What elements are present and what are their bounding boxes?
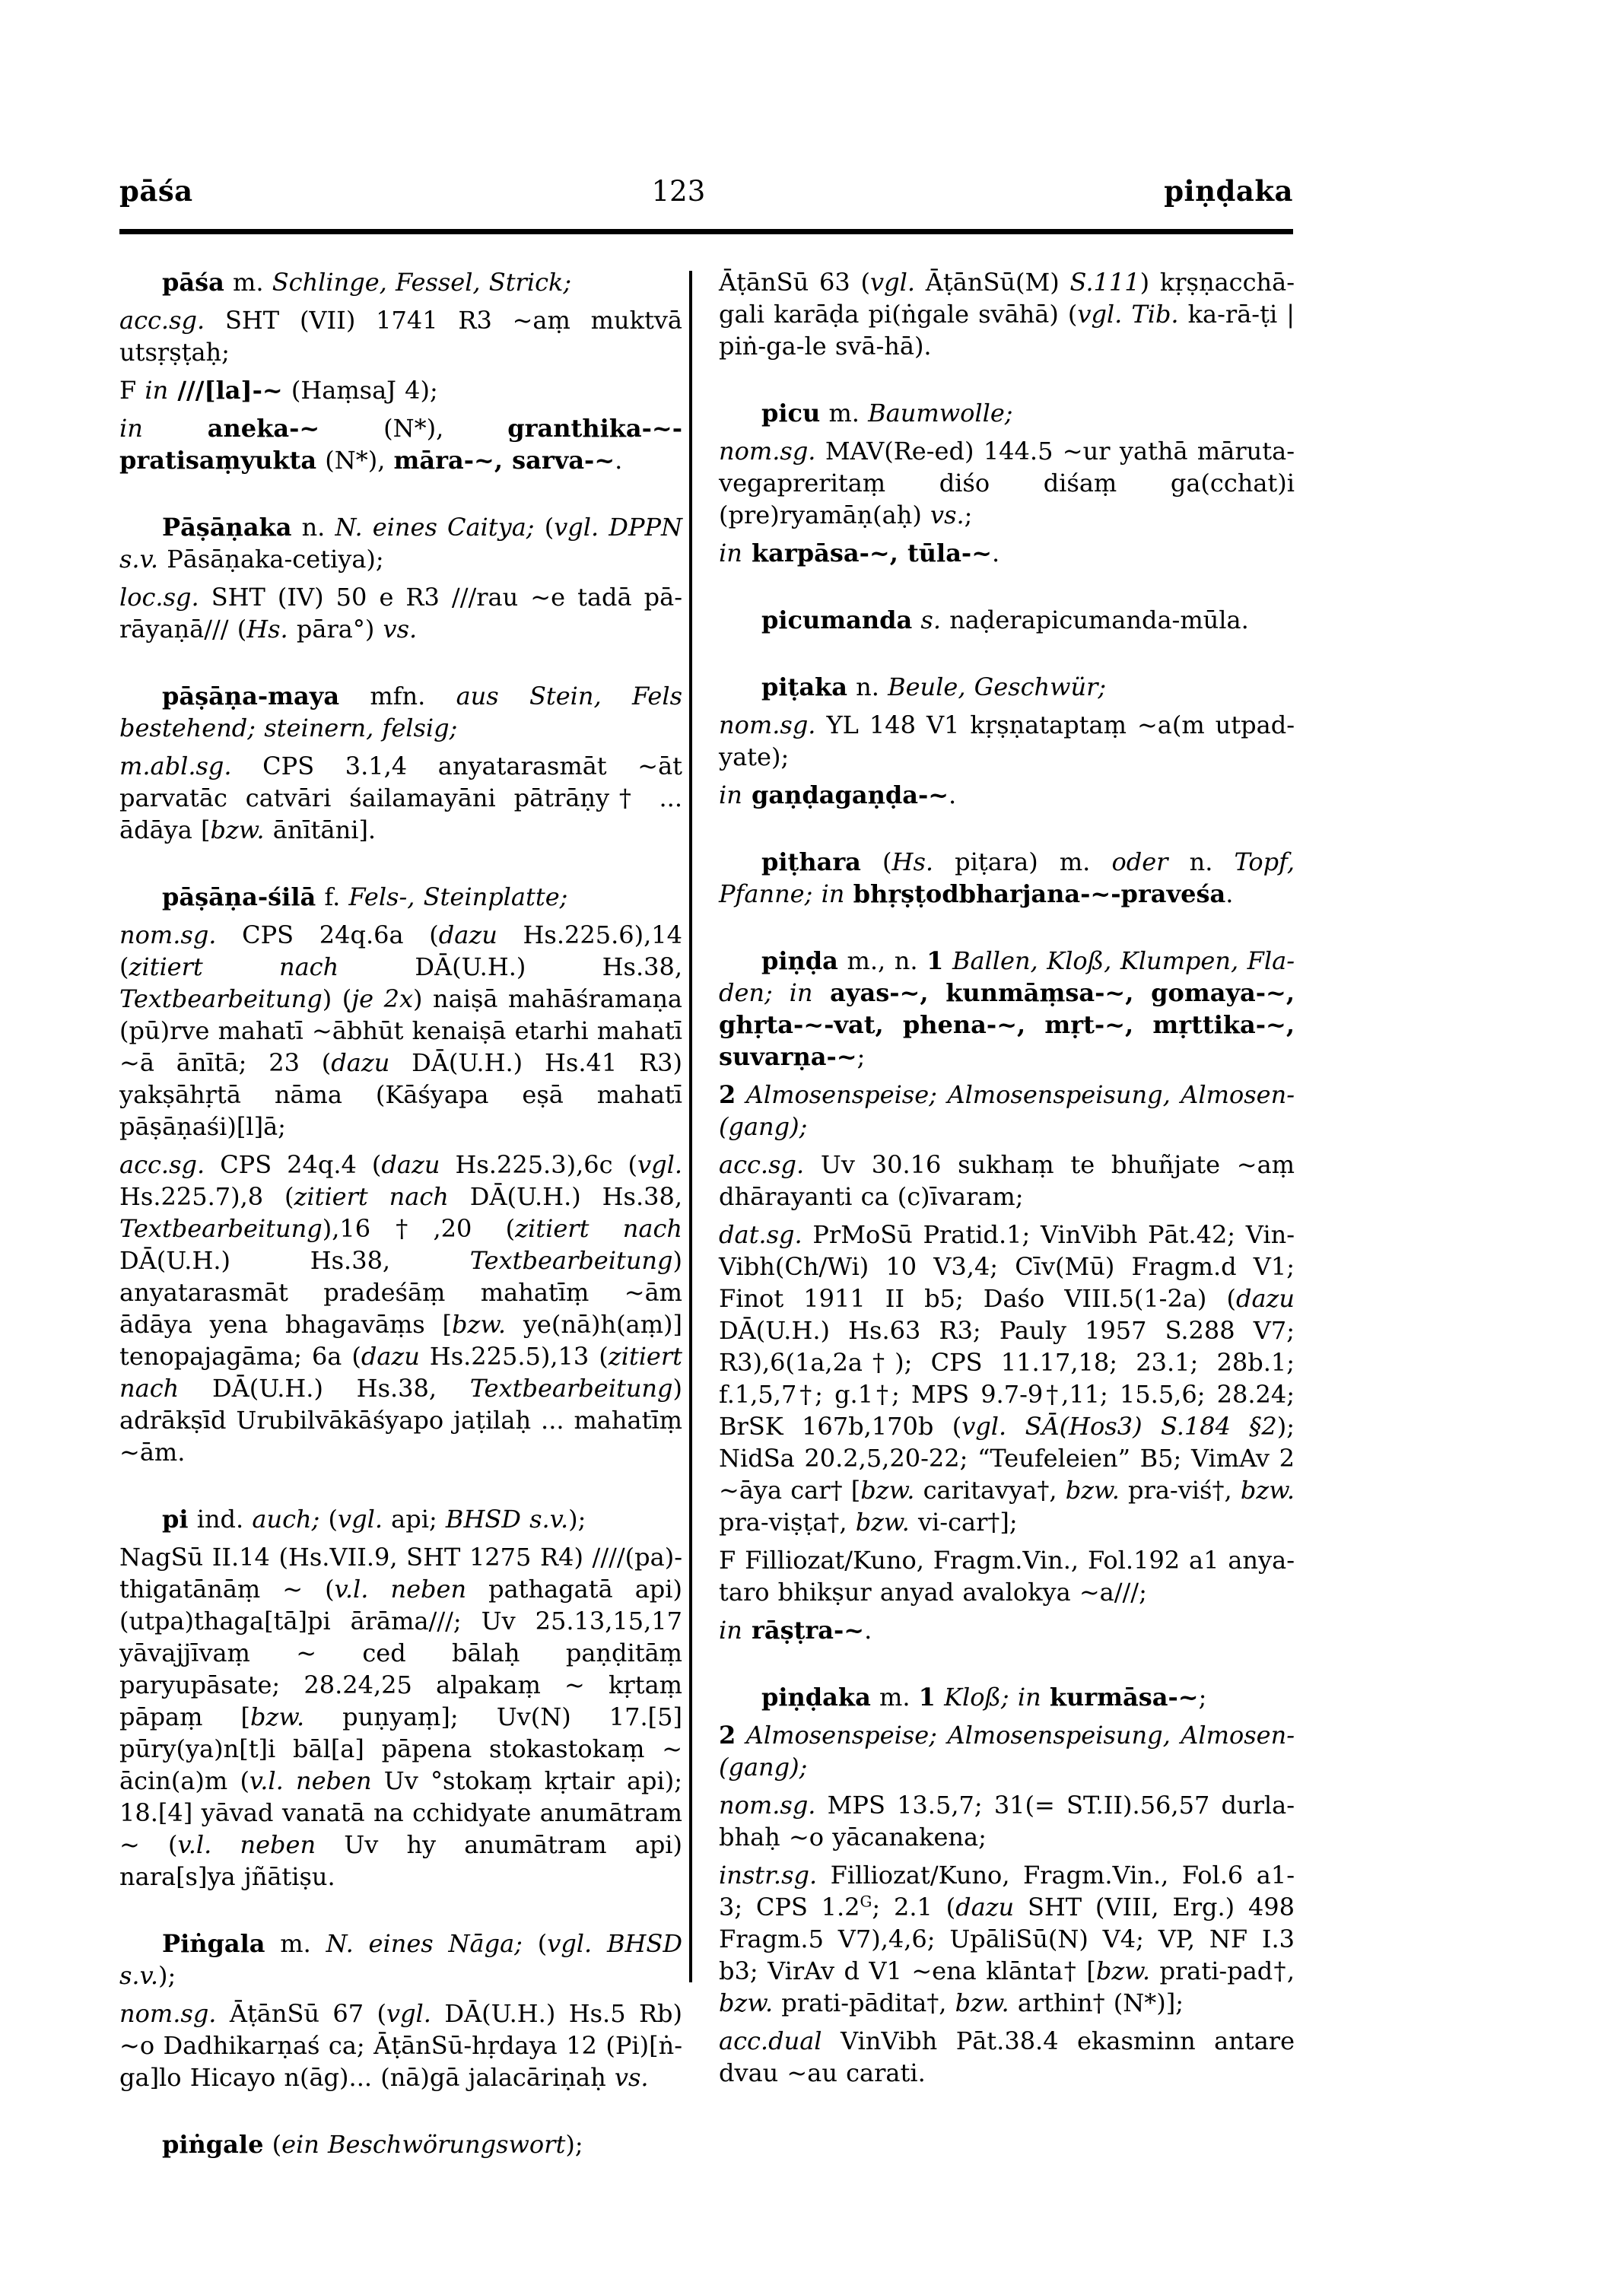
citation-paragraph [719,1789,1295,1853]
citation-paragraph [719,435,1295,531]
text-segment: SHT (VII) 1741 R3 ~aṃ muktvā utsṛṣṭaḥ; [119,306,682,367]
text-segment: VinVibh Pāt.38.4 ekasminn antare dvau ~au carati. [719,2026,1295,2087]
dictionary-entry-paragraph [119,2128,682,2160]
dictionary-entry-paragraph [119,511,682,575]
text-segment: mfn. [339,682,456,710]
text-segment: . [864,1616,872,1645]
text-segment: N. eines Nāga; [326,1929,523,1958]
text-segment: Textbearbeitung [469,1374,673,1403]
text-segment: naḍerapicumanda-mūla. [941,606,1249,634]
text-segment: bzw. [955,1988,1009,2017]
text-segment: māra-~, sarva-~ [393,446,615,475]
text-segment: bzw. [451,1310,507,1339]
text-segment [844,879,853,908]
text-segment: n. [1168,847,1235,876]
text-segment: in [719,1616,742,1645]
text-segment: ( [860,847,892,876]
text-segment: NagSū II.14 (Hs.VII.9, SHT 1275 R4) ////(pa)thigatānāṃ ~ ( [119,1543,682,1604]
citation-paragraph [719,2025,1295,2089]
text-segment: bzw. [1065,1476,1120,1505]
text-segment: S.111 [1069,268,1140,297]
text-segment: nom.sg. [719,710,816,739]
text-segment: bzw. [1095,1956,1151,1985]
text-segment: piṇḍa [761,946,838,975]
text-segment: ayas-~, kunmāṃsa-~, gomaya-~, ghṛta-~-vat, phena-~, mṛt-~, mṛttika-~, suvarṇa-~ [719,978,1295,1071]
citation-paragraph [119,374,682,406]
text-segment: zitiert nach [294,1182,449,1211]
running-head-left-keyword: pāśa [119,174,193,208]
text-segment: n. [291,513,335,542]
text-segment: Textbearbeitung [119,1214,323,1243]
text-segment: Hs.225.5),13 ( [419,1342,609,1371]
text-segment: vgl. Tib. [1077,300,1179,329]
text-segment: piṇḍaka [761,1683,871,1712]
text-segment: bhṛṣṭodbharjana-~-praveśa [853,879,1226,908]
header-rule [119,229,1293,234]
text-segment: (N*), [316,446,394,475]
text-segment: kurmāsa-~ [1049,1683,1199,1712]
text-segment: puṇyaṃ]; Uv(N) 17.[5] pūry(ya)n[t]i bāl[a] pāpena stokastokaṃ ~ ācin(a)m ( [119,1702,683,1795]
text-segment: (HaṃsaJ 4); [282,376,438,405]
text-segment: bzw. [719,1988,774,2017]
text-segment: . [615,446,623,475]
text-segment: DĀ(U.H.) Hs.38, [448,1182,683,1211]
text-segment [773,978,790,1007]
dictionary-entry-paragraph [719,1681,1295,1713]
text-segment: CPS 24q.6a ( [216,920,439,949]
text-segment: ); [158,1961,176,1990]
text-segment: pi [162,1505,189,1534]
text-segment: DĀ(U.H.) Hs.38, [119,1246,470,1275]
text-segment: vgl. BHSD s.v. [119,1929,683,1990]
text-segment [736,1080,746,1109]
text-segment: bzw. [210,815,265,844]
text-segment: ; [1198,1683,1207,1712]
text-segment: ),16†,20 ( [322,1214,516,1243]
text-segment [912,606,920,634]
text-segment: G [860,1893,872,1911]
text-segment: Filliozat/Kuno, Fragm.Vin., Fol.6 a1-3; CPS 1.2 [719,1861,1295,1922]
text-segment: Ballen, Kloß, Klumpen, Fladen; [719,946,1295,1007]
citation-paragraph [719,709,1295,773]
citation-paragraph [119,919,682,1143]
text-segment: vs. [930,501,965,529]
text-segment: vi-car†]; [909,1508,1018,1537]
text-segment: in [789,978,813,1007]
text-segment: vs. [383,615,418,644]
text-segment: acc.sg. [719,1150,805,1179]
text-segment: Uv hy anumātram api) nara[s]ya jñātiṣu. [119,1830,683,1891]
text-segment: Hs.225.6),14 ( [119,920,683,981]
citation-paragraph [719,1544,1295,1608]
text-segment: DĀ(U.H.) Hs.41 R3) yakṣāhṛtā nāma (Kāśyapa eṣā mahatī pāṣāṇaśi)[l]ā; [119,1048,682,1141]
text-segment: 2 [719,1080,736,1109]
text-segment: ) adrākṣīd Urubilvākāśyapo jaṭilaḥ ... mahatīṃ ~ām. [119,1374,682,1467]
text-segment: PrMoSū Pratid.1; VinVibh Pāt.42; VinVibh(Ch/Wi) 10 V3,4; Cīv(Mū) Fragm.d V1; Finot 1911 II b5; Daśo VIII.5(1-2a) ( [719,1220,1295,1313]
text-segment: m. [870,1683,919,1712]
text-segment: ein Beschwörungswort [281,2130,566,2159]
text-segment: dazu [381,1150,440,1179]
text-segment: ) naiṣā mahāśramaṇa (pū)rve mahatī ~ābhūt kenaiṣā etarhi mahatī ~ā ānītā; 23 ( [119,984,682,1077]
citation-paragraph [719,1149,1295,1213]
text-segment: pathagatā api) (utpa)thaga[tā]pi ārāma///; Uv 25.13,15,17 yāvajjīvaṃ ~ ced bālaḥ paṇḍitāṃ paryupāsate; 28.24,25 alpakaṃ ~ kṛtaṃ pāpaṃ [ [119,1575,683,1731]
text-segment: pāṣāṇa-maya [162,682,340,710]
dictionary-entry-paragraph [119,1503,682,1535]
text-segment: pāśa [162,268,224,297]
text-segment: Almosenspeise; Almosenspeisung, Almosen(gang); [719,1080,1295,1141]
text-segment: Pāṣāṇaka [162,513,292,542]
text-segment: F Filliozat/Kuno, Fragm.Vin., Fol.192 a1 anyataro bhikṣur anyad avalokya ~a///; [719,1546,1295,1607]
text-segment: v.l. neben [177,1830,316,1859]
text-segment: dazu [331,1048,390,1077]
text-segment: piṅgale [162,2130,264,2159]
text-segment: aneka-~ [142,414,320,443]
text-segment: (N*), [319,414,508,443]
text-segment: DĀ(U.H.) Hs.63 R3; Pauly 1957 S.288 V7; R3),6(1a,2a†); CPS 11.17,18; 23.1; 28b.1; f.1,5,7†; g.1†; MPS 9.7-9†,11; 15.5,6; 28.24; BrSK 167b,170b ( [719,1316,1295,1441]
citation-paragraph [119,1998,682,2093]
text-segment: gaṇḍagaṇḍa-~ [742,780,949,809]
right-column [719,266,1295,2089]
text-segment: dazu [955,1893,1015,1922]
text-segment: CPS 24q.4 ( [205,1150,382,1179]
text-segment: Pāsāṇaka-cetiya); [158,545,384,574]
text-segment: zitiert nach [129,952,339,981]
text-segment: DĀ(U.H.) Hs.38, [338,952,682,981]
text-segment: aus Stein, Fels bestehend; steinern, felsig; [119,682,683,742]
text-segment: vgl. [338,1505,383,1534]
dictionary-entry-paragraph [719,604,1295,636]
text-segment: Schlinge, Fessel, Strick; [272,268,572,297]
citation-paragraph [119,412,682,476]
text-segment: vgl. SĀ(Hos3) S.184 §2 [961,1412,1277,1441]
text-segment: DĀ(U.H.) Hs.38, [179,1374,470,1403]
citation-paragraph [719,266,1295,362]
text-segment: ///[la]-~ [168,376,283,405]
text-segment: vgl. [637,1150,683,1179]
text-segment: ) anyatarasmāt pradeśāṃ mahatīṃ ~ām ādāya yena bhagavāṃs [ [119,1246,682,1339]
text-segment: Hs. [246,615,288,644]
text-segment: ) ( [322,984,352,1013]
text-segment: s. [920,606,942,634]
text-segment: vgl. DPPN s.v. [119,513,683,574]
text-segment: f. [316,882,349,911]
text-segment [943,946,952,975]
text-segment: N. eines Caitya; [335,513,535,542]
text-segment: Uv 30.16 sukhaṃ te bhuñjate ~aṃ dhārayanti ca (c)īvaram; [719,1150,1295,1211]
text-segment: v.l. neben [334,1575,467,1604]
dictionary-entry-paragraph [719,671,1295,703]
text-segment: m., n. [837,946,927,975]
text-segment: MAV(Re-ed) 144.5 ~ur yathā mārutavegapreritaṃ diśo diśaṃ ga(cchat)i (pre)ryamāṇ(aḥ) [719,437,1295,529]
text-segment: F [119,376,145,405]
text-segment: bzw. [1240,1476,1295,1505]
text-segment: YL 148 V1 kṛṣṇataptaṃ ~a(m utpadyate); [719,710,1295,771]
text-segment: Fels-, Steinplatte; [348,882,568,911]
page-number: 123 [651,175,706,208]
text-segment: ) kṛṣṇacchāgali karāḍa pi(ṅgale svāhā) ( [719,268,1295,329]
text-segment: dat.sg. [719,1220,802,1249]
citation-paragraph [719,537,1295,569]
text-segment: ānītāni]. [264,815,377,844]
citation-paragraph [719,1219,1295,1538]
text-segment: BHSD s.v. [445,1505,569,1534]
text-segment: Hs. [891,847,934,876]
text-segment [1041,1683,1050,1712]
dictionary-entry-paragraph [719,397,1295,429]
text-segment: nom.sg. [719,437,816,466]
text-segment: loc.sg. [119,583,199,612]
text-segment: Topf, Pfanne; in [719,847,1295,908]
text-segment: nom.sg. [719,1791,816,1820]
text-segment: prati-pad†, [1150,1956,1295,1985]
text-segment: vgl. [386,1999,431,2028]
dictionary-entry-paragraph [119,680,682,744]
text-segment: piṭara) m. [933,847,1112,876]
text-segment: arthin† (N*)]; [1009,1988,1184,2017]
text-segment: dazu [438,920,497,949]
dictionary-entry-paragraph [719,945,1295,1073]
citation-paragraph [119,1149,682,1468]
citation-paragraph [719,1719,1295,1783]
dictionary-entry-paragraph [119,1928,682,1991]
text-segment: pra-viṣṭa†, [719,1508,856,1537]
text-segment: 2 [719,1721,736,1750]
running-head-right-keyword: piṇḍaka [1164,174,1293,208]
text-segment: ye(nā)h(aṃ)] tenopajagāma; 6a ( [119,1310,683,1371]
column-divider-rule [689,271,692,1982]
text-segment: acc.sg. [119,1150,205,1179]
text-segment: ( [263,2130,282,2159]
text-segment: rāṣṭra-~ [742,1616,865,1645]
text-segment: Beule, Geschwür; [888,672,1107,701]
text-segment: dazu [361,1342,420,1371]
text-segment: Textbearbeitung [119,984,323,1013]
text-segment: dazu [1235,1284,1295,1313]
text-segment: ĀṭānSū 63 ( [719,268,871,297]
text-segment: ĀṭānSū 67 ( [216,1999,386,2028]
citation-paragraph [719,1079,1295,1143]
text-segment: oder [1111,847,1168,876]
text-segment: ; 2.1 ( [872,1893,956,1922]
text-segment: Uv °stokaṃ kṛtair api); 18.[4] yāvad vanatā na cchidyate anumātram ~ ( [119,1766,682,1859]
citation-paragraph [719,779,1295,811]
text-segment: n. [847,672,888,701]
text-segment: m. [224,268,272,297]
text-segment: in [145,376,169,405]
text-segment: 1 [926,946,944,975]
text-segment: bzw. [860,1476,915,1505]
citation-paragraph [719,1614,1295,1646]
text-segment: nom.sg. [119,1999,217,2028]
text-segment [936,1683,944,1712]
dictionary-entry-paragraph [719,846,1295,910]
text-segment: ( [319,1505,338,1534]
text-segment: ); NidSa 20.2,5,20-22; “Teufeleien” B5; VimAv 2 ~āya car† [ [719,1412,1295,1505]
text-segment: in [719,539,742,567]
left-column [119,266,682,2160]
text-segment: prati-pādita†, [773,1988,955,2017]
text-segment: picu [761,399,821,428]
text-segment: vgl. [870,268,915,297]
text-segment: m. [265,1929,326,1958]
text-segment: ka-rā-ṭi | piṅ-ga-le svā-hā). [719,300,1295,361]
text-segment: instr.sg. [719,1861,818,1890]
text-segment: piṭhara [761,847,861,876]
text-segment: SHT (VIII, Erg.) 498 Fragm.5 V7),4,6; UpāliSū(N) V4; VP, NF I.3 b3; VirAv d V1 ~ena klānta† [ [719,1893,1295,1985]
text-segment: v.l. neben [249,1766,372,1795]
text-segment: nom.sg. [119,920,217,949]
text-segment: . [1225,879,1234,908]
text-segment: ( [534,513,555,542]
text-segment: in [119,414,143,443]
text-segment: ĀṭānSū(M) [914,268,1070,297]
text-segment: zitiert nach [515,1214,682,1243]
text-segment: in [719,780,742,809]
text-segment: vs. [614,2063,649,2092]
text-segment: auch; [252,1505,320,1534]
text-segment: DĀ(U.H.) Hs.5 Rb) ~o Dadhikarṇaś ca; ĀṭānSū-hṛdaya 12 (Pi)[ṅga]lo Hicayo n(āg)... (nā)gā jalacāriṇaḥ [119,1999,683,2092]
citation-paragraph [119,304,682,368]
text-segment: Hs.225.7),8 ( [119,1182,294,1211]
text-segment: acc.dual [719,2026,822,2055]
text-segment: ); [565,2130,583,2159]
running-head [119,173,1293,209]
text-segment: caritavya†, [914,1476,1066,1505]
text-segment: ); [568,1505,586,1534]
citation-paragraph [119,581,682,645]
text-segment: pāra°) [288,615,383,644]
citation-paragraph [119,1541,682,1893]
text-segment: pra-viś†, [1119,1476,1241,1505]
text-segment: Baumwolle; [868,399,1013,428]
text-segment: ( [522,1929,548,1958]
text-segment: m. [820,399,869,428]
text-segment: . [992,539,1000,567]
dictionary-entry-paragraph [119,881,682,913]
text-segment: Hs.225.3),6c ( [440,1150,638,1179]
text-segment: ; [964,501,973,529]
text-segment: api; [383,1505,446,1534]
text-segment: bzw. [250,1702,305,1731]
text-segment: SHT (IV) 50 e R3 ///rau ~e tadā pārāyaṇā/// ( [119,583,682,644]
citation-paragraph [719,1859,1295,2019]
text-segment: bzw. [855,1508,910,1537]
text-segment: granthika-~-pratisaṃyukta [119,414,683,475]
text-segment: CPS 3.1,4 anyatarasmāt ~āt parvatāc catvāri śailamayāni pātrāṇy† ... ādāya [ [119,752,682,844]
text-segment: ; [856,1042,866,1071]
citation-paragraph [119,750,682,846]
dictionary-entry-paragraph [119,266,682,298]
text-segment: . [949,780,957,809]
text-segment: je 2x [351,984,414,1013]
text-segment: piṭaka [761,672,847,701]
text-segment: m.abl.sg. [119,752,232,780]
text-segment: pāṣāṇa-śilā [162,882,316,911]
text-segment: Kloß; in [944,1683,1041,1712]
text-segment: Textbearbeitung [469,1246,673,1275]
text-segment: 1 [918,1683,936,1712]
text-segment: acc.sg. [119,306,205,335]
text-segment: zitiert nach [119,1342,683,1403]
text-segment: karpāsa-~, tūla-~ [742,539,993,567]
text-segment: picumanda [761,606,913,634]
text-segment: ind. [188,1505,253,1534]
text-segment: MPS 13.5,7; 31(= ST.II).56,57 durlabhaḥ ~o yācanakena; [719,1791,1295,1852]
text-segment [736,1721,746,1750]
text-segment: Almosenspeise; Almosenspeisung, Almosen(gang); [719,1721,1295,1782]
text-segment: Piṅgala [162,1929,265,1958]
